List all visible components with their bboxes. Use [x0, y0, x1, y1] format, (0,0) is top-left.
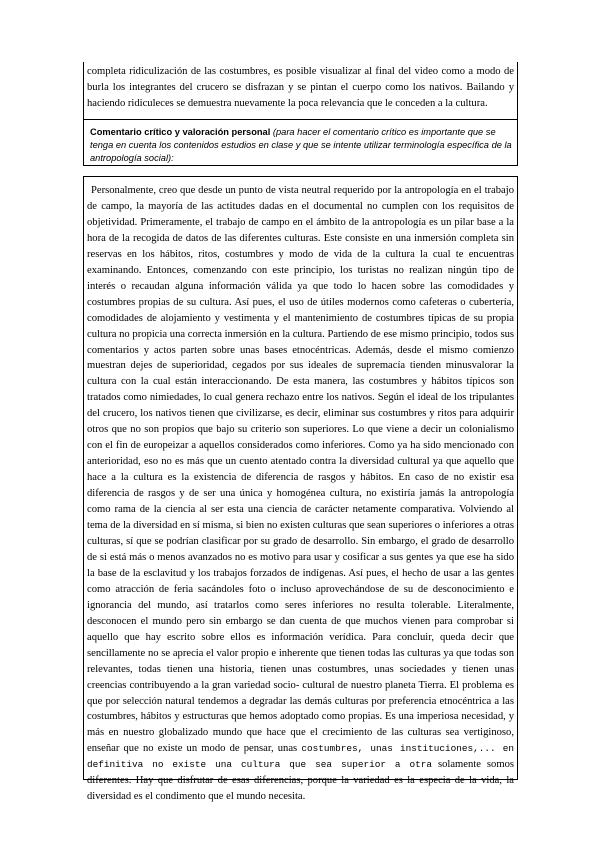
section-heading: [90, 126, 513, 165]
intro-paragraph: completa ridiculización de las costumbres, es posible visualizar al final del video como a modo de burla los integrantes del crucero se disfrazan y se pintan el cuerpo como los nativos. Bailando y haciendo ridiculeces se demuestra nuevamente la poca relevancia que le conceden a la cultura.: [87, 66, 514, 109]
previous-section-box: [83, 62, 518, 120]
commentary-paragraph: [87, 183, 514, 805]
commentary-box: [83, 176, 518, 803]
commentary-text-emphasis: costumbres, unas instituciones,... en definitiva no existe una cultura que sea superior a otra: [87, 743, 514, 771]
commentary-text-main: Personalmente, creo que desde un punto de vista neutral requerido por la antropología en el trabajo de campo, la mayoría de las actitudes dadas en el documental no cumplen con los requisitos de objetividad. Primeramente, el trabajo de campo en el ámbito de la antropología es un pilar base a la hora de la recogida de datos de las diferentes culturas. Este consiste en una inmersión completa sin reservas en los hábitos, ritos, costumbres y modo de vida de la cultura la cual te encuentras examinando. Entonces, comenzando con este principio, los turistas no realizan ningún tipo de interés o recaudan alguna información válida ya que todo lo hacen sobre las comodidades y costumbres propias de su cultura. Así pues, el uso de útiles modernos como cafeteras o cubertería, comodidades de alojamiento y vestimenta y el mantenimiento de costumbres típicas de su propia cultura no propicia una correcta inmersión en la cultura. Partiendo de ese mismo principio, todos sus comentarios y actos parten sobre unas bases etnocéntricas. Además, desde el mismo comienzo muestran dejes de superioridad, cegados por sus ideales de supremacía tienden minusvalorar la cultura con la cual están interaccionando. De esta manera, las costumbres y hábitos típicos son tratados como nimiedades, lo cual genera rechazo entre los nativos. Según el ideal de los tripulantes del crucero, los nativos tienen que civilizarse, es decir, eliminar sus costumbres y ritos para adquirir otros que no son propios que bajo su criterio son superiores. Lo que viene a decir un colonialismo con el fin de europeizar a aquellos considerados como inferiores. Como ya ha sido mencionado con anterioridad, eso no es más que un cuento atentado contra la diversidad cultural ya que aquello que hace a la cultura es la existencia de diferencia de rasgos y hábitos. En caso de no existir esa diferencia de rasgos y de ser una única y homogénea cultura, no existiría jamás la antropología como rama de la ciencia al ser esta una ciencia de carácter netamente comparativa. Volviendo al tema de la diversidad en sí misma, si bien no existen culturas que sean superiores o inferiores a otras culturas, sí que se podrían clasificar por su grado de desarrollo. Sin embargo, el grado de desarrollo de si está más o menos avanzados no es motivo para usar y cosificar a sus gentes ya que ese ha sido la base de la esclavitud y los trabajos forzados de indígenas. Así pues, el hecho de usar a las gentes como atracción de feria sacándoles foto o incluso aprovechándose de su de desconocimiento e ignorancia del mundo, así tratarlos como seres inferiores no resulta tolerable. Literalmente, desconocen el mundo pero sin embargo se dan cuenta de que muchos vienen para comprobar si aquello que hay escrito sobre ellos es información verídica. Para concluir, queda decir que sencillamente no se aprecia el valor propio e inherente que tienen todas las culturas ya que todas son relevantes, todas tienen una historia, tienen unas costumbres, unas sociedades y tienen unas creencias contribuyendo a la gran variedad socio- cultural de nuestro planeta Tierra. El problema es que por selección natural tendemos a degradar las demás culturas por preferencia etnocéntrica a las costumbres, hábitos y estructuras que hemos adoptado como propias. Es una imperiosa necesidad, y más en nuestro globalizado mundo que hace que el crecimiento de las culturas sea vertiginoso, enseñar que no existe un modo de pensar, unas: [87, 185, 514, 755]
section-heading-title: Comentario crítico y valoración personal: [90, 127, 271, 137]
section-heading-box: [83, 120, 518, 166]
section-heading-instructions: (para hacer el comentario crítico es importante que se tenga en cuenta los contenidos estudios en clase y que se intente utilizar terminología específica de la antropología social):: [90, 127, 512, 163]
commentary-text-end: solamente somos diferentes. Hay que disfrutar de esas diferencias, porque la variedad es la especia de la vida, la diversidad es el condimento que el mundo necesita.: [87, 759, 514, 803]
